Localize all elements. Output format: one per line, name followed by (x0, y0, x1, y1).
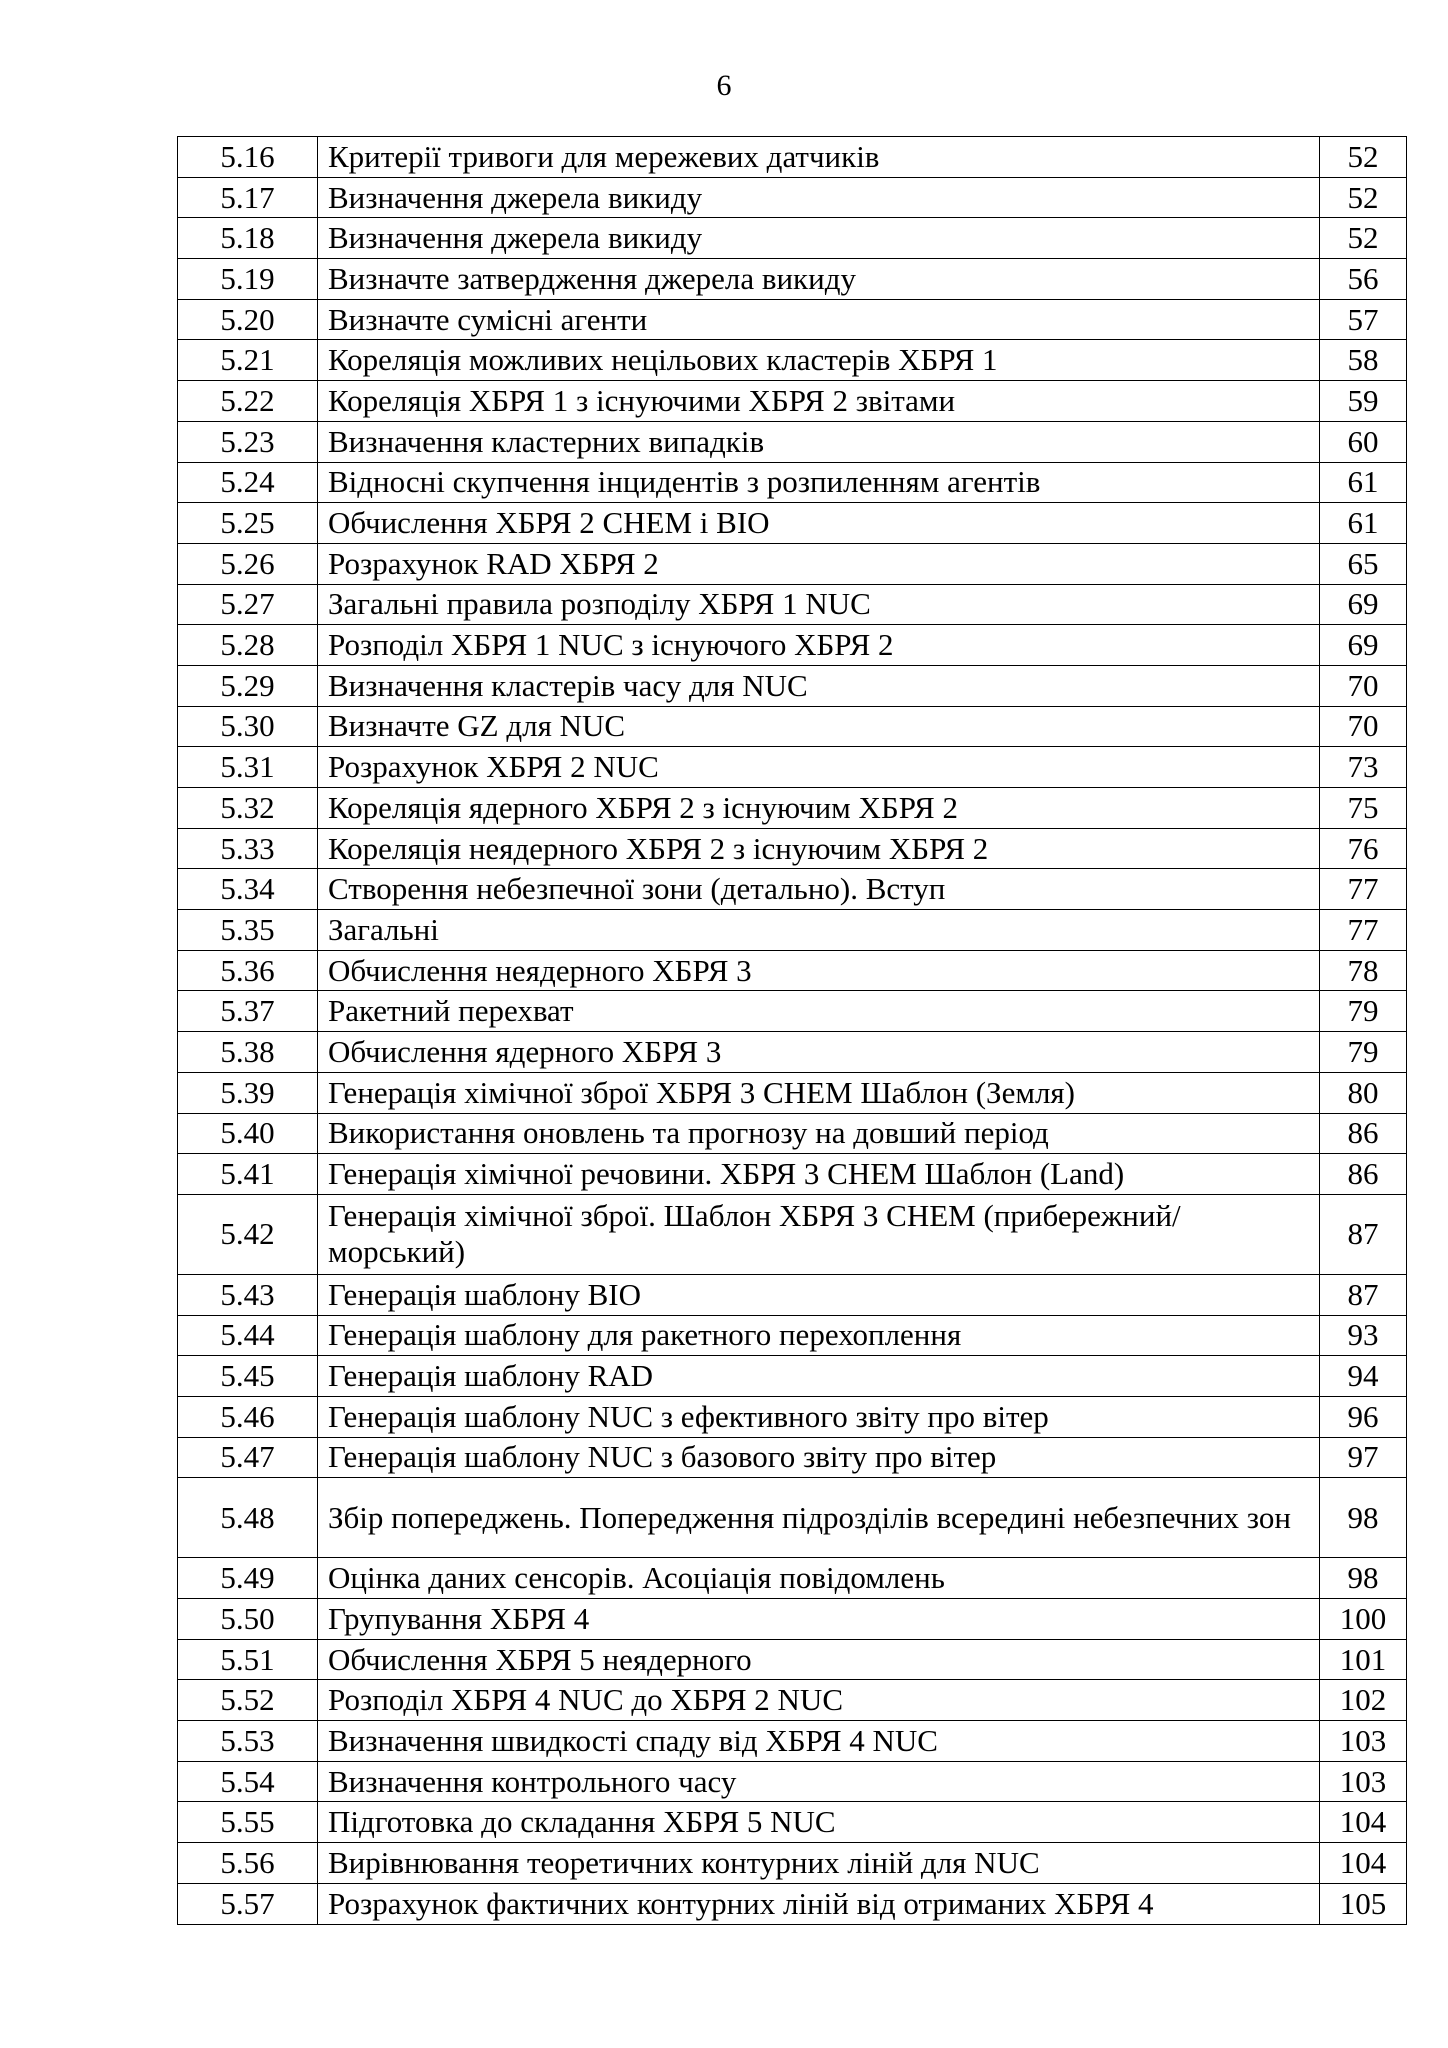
page-ref: 58 (1320, 340, 1407, 381)
page-ref: 101 (1320, 1639, 1407, 1680)
section-number: 5.33 (178, 828, 318, 869)
section-number: 5.25 (178, 503, 318, 544)
section-number: 5.45 (178, 1356, 318, 1397)
table-row (178, 910, 1407, 951)
table-row (178, 788, 1407, 829)
section-title: Генерація шаблону для ракетного перехоплення (318, 1315, 1320, 1356)
page-ref: 104 (1320, 1802, 1407, 1843)
section-number: 5.22 (178, 381, 318, 422)
section-number: 5.24 (178, 462, 318, 503)
table-row (178, 747, 1407, 788)
page-ref: 103 (1320, 1721, 1407, 1762)
page-ref: 97 (1320, 1437, 1407, 1478)
table-row (178, 1437, 1407, 1478)
table-row (178, 543, 1407, 584)
section-title: Визначте GZ для NUC (318, 706, 1320, 747)
section-title: Кореляція можливих нецільових кластерів ХБРЯ 1 (318, 340, 1320, 381)
section-number: 5.49 (178, 1558, 318, 1599)
section-title: Визначення швидкості спаду від ХБРЯ 4 NUC (318, 1721, 1320, 1762)
page-ref: 103 (1320, 1761, 1407, 1802)
table-row (178, 1761, 1407, 1802)
section-title: Кореляція ядерного ХБРЯ 2 з існуючим ХБРЯ 2 (318, 788, 1320, 829)
section-title: Відносні скупчення інцидентів з розпиленням агентів (318, 462, 1320, 503)
page-ref: 96 (1320, 1396, 1407, 1437)
section-title: Генерація шаблону NUC з ефективного звіту про вітер (318, 1396, 1320, 1437)
table-row (178, 1883, 1407, 1924)
section-title: Критерії тривоги для мережевих датчиків (318, 137, 1320, 178)
page-ref: 52 (1320, 218, 1407, 259)
section-title: Кореляція неядерного ХБРЯ 2 з існуючим ХБРЯ 2 (318, 828, 1320, 869)
table-row (178, 1154, 1407, 1195)
table-row (178, 1396, 1407, 1437)
section-title: Розрахунок ХБРЯ 2 NUC (318, 747, 1320, 788)
page-ref: 65 (1320, 543, 1407, 584)
section-title: Генерація шаблону BIO (318, 1274, 1320, 1315)
page-ref: 100 (1320, 1599, 1407, 1640)
page-ref: 93 (1320, 1315, 1407, 1356)
section-title: Загальні (318, 910, 1320, 951)
table-row (178, 218, 1407, 259)
section-title: Генерація хімічної зброї ХБРЯ 3 CHEM Шаблон (Земля) (318, 1072, 1320, 1113)
section-number: 5.20 (178, 299, 318, 340)
table-row (178, 1478, 1407, 1558)
table-row (178, 421, 1407, 462)
table-row (178, 1558, 1407, 1599)
section-title: Обчислення ХБРЯ 5 неядерного (318, 1639, 1320, 1680)
table-row (178, 177, 1407, 218)
table-row (178, 1274, 1407, 1315)
table-row (178, 950, 1407, 991)
table-row (178, 584, 1407, 625)
section-title: Оцінка даних сенсорів. Асоціація повідомлень (318, 1558, 1320, 1599)
page-ref: 79 (1320, 991, 1407, 1032)
page-ref: 69 (1320, 584, 1407, 625)
section-title: Розподіл ХБРЯ 4 NUC до ХБРЯ 2 NUC (318, 1680, 1320, 1721)
table-row (178, 665, 1407, 706)
page-ref: 79 (1320, 1032, 1407, 1073)
section-title: Групування ХБРЯ 4 (318, 1599, 1320, 1640)
section-number: 5.34 (178, 869, 318, 910)
table-row (178, 706, 1407, 747)
section-number: 5.57 (178, 1883, 318, 1924)
section-number: 5.21 (178, 340, 318, 381)
section-number: 5.26 (178, 543, 318, 584)
section-number: 5.54 (178, 1761, 318, 1802)
page-ref: 70 (1320, 706, 1407, 747)
section-title: Вирівнювання теоретичних контурних ліній для NUC (318, 1843, 1320, 1884)
section-title: Визначення кластерів часу для NUC (318, 665, 1320, 706)
page-ref: 78 (1320, 950, 1407, 991)
contents-table (177, 136, 1407, 1925)
table-row (178, 299, 1407, 340)
section-title: Визначте затвердження джерела викиду (318, 259, 1320, 300)
table-row (178, 462, 1407, 503)
section-number: 5.47 (178, 1437, 318, 1478)
section-title: Визначення джерела викиду (318, 177, 1320, 218)
section-title: Ракетний перехват (318, 991, 1320, 1032)
page-ref: 60 (1320, 421, 1407, 462)
section-number: 5.19 (178, 259, 318, 300)
page-ref: 98 (1320, 1558, 1407, 1599)
section-number: 5.27 (178, 584, 318, 625)
table-row (178, 869, 1407, 910)
section-number: 5.53 (178, 1721, 318, 1762)
page-ref: 61 (1320, 503, 1407, 544)
section-title: Визначення контрольного часу (318, 1761, 1320, 1802)
section-title: Створення небезпечної зони (детально). Вступ (318, 869, 1320, 910)
section-number: 5.17 (178, 177, 318, 218)
section-title: Генерація шаблону NUC з базового звіту про вітер (318, 1437, 1320, 1478)
table-row (178, 1639, 1407, 1680)
table-row (178, 1680, 1407, 1721)
section-title: Розподіл ХБРЯ 1 NUC з існуючого ХБРЯ 2 (318, 625, 1320, 666)
table-row (178, 991, 1407, 1032)
section-number: 5.18 (178, 218, 318, 259)
section-number: 5.46 (178, 1396, 318, 1437)
page-ref: 69 (1320, 625, 1407, 666)
section-number: 5.36 (178, 950, 318, 991)
table-row (178, 381, 1407, 422)
section-title: Підготовка до складання ХБРЯ 5 NUC (318, 1802, 1320, 1843)
page-ref: 94 (1320, 1356, 1407, 1397)
section-title: Визначення джерела викиду (318, 218, 1320, 259)
section-title: Розрахунок фактичних контурних ліній від отриманих ХБРЯ 4 (318, 1883, 1320, 1924)
table-row (178, 828, 1407, 869)
page-ref: 86 (1320, 1113, 1407, 1154)
table-row (178, 340, 1407, 381)
section-title: Кореляція ХБРЯ 1 з існуючими ХБРЯ 2 звітами (318, 381, 1320, 422)
page-ref: 75 (1320, 788, 1407, 829)
page-ref: 77 (1320, 869, 1407, 910)
section-title: Розрахунок RAD ХБРЯ 2 (318, 543, 1320, 584)
page-ref: 80 (1320, 1072, 1407, 1113)
page-ref: 70 (1320, 665, 1407, 706)
section-title: Генерація шаблону RAD (318, 1356, 1320, 1397)
page-ref: 87 (1320, 1194, 1407, 1274)
section-number: 5.23 (178, 421, 318, 462)
page-ref: 102 (1320, 1680, 1407, 1721)
section-number: 5.44 (178, 1315, 318, 1356)
page-ref: 61 (1320, 462, 1407, 503)
page-ref: 76 (1320, 828, 1407, 869)
section-number: 5.55 (178, 1802, 318, 1843)
contents-table-body (178, 137, 1407, 1925)
section-number: 5.41 (178, 1154, 318, 1195)
section-title: Загальні правила розподілу ХБРЯ 1 NUC (318, 584, 1320, 625)
section-title: Обчислення ХБРЯ 2 CHEM і BIO (318, 503, 1320, 544)
page-ref: 87 (1320, 1274, 1407, 1315)
page-ref: 59 (1320, 381, 1407, 422)
page-ref: 57 (1320, 299, 1407, 340)
page-ref: 77 (1320, 910, 1407, 951)
section-title: Збір попереджень. Попередження підрозділів всередині небезпечних зон (318, 1478, 1320, 1558)
page-ref: 86 (1320, 1154, 1407, 1195)
section-number: 5.29 (178, 665, 318, 706)
section-number: 5.32 (178, 788, 318, 829)
section-number: 5.42 (178, 1194, 318, 1274)
section-number: 5.39 (178, 1072, 318, 1113)
section-number: 5.16 (178, 137, 318, 178)
section-number: 5.37 (178, 991, 318, 1032)
section-number: 5.38 (178, 1032, 318, 1073)
page-ref: 52 (1320, 137, 1407, 178)
page-ref: 56 (1320, 259, 1407, 300)
page-ref: 52 (1320, 177, 1407, 218)
page-ref: 104 (1320, 1843, 1407, 1884)
table-row (178, 137, 1407, 178)
table-row (178, 1315, 1407, 1356)
section-number: 5.50 (178, 1599, 318, 1640)
section-number: 5.56 (178, 1843, 318, 1884)
section-number: 5.48 (178, 1478, 318, 1558)
section-title: Визначте сумісні агенти (318, 299, 1320, 340)
section-number: 5.43 (178, 1274, 318, 1315)
page-number: 6 (716, 69, 732, 102)
table-row (178, 503, 1407, 544)
page-ref: 98 (1320, 1478, 1407, 1558)
section-number: 5.52 (178, 1680, 318, 1721)
table-row (178, 1113, 1407, 1154)
table-row (178, 259, 1407, 300)
table-row (178, 1072, 1407, 1113)
table-row (178, 1032, 1407, 1073)
section-title: Визначення кластерних випадків (318, 421, 1320, 462)
section-title: Використання оновлень та прогнозу на довший період (318, 1113, 1320, 1154)
section-number: 5.30 (178, 706, 318, 747)
table-row (178, 1356, 1407, 1397)
table-row (178, 1194, 1407, 1274)
section-number: 5.28 (178, 625, 318, 666)
page-ref: 105 (1320, 1883, 1407, 1924)
section-number: 5.31 (178, 747, 318, 788)
section-title: Обчислення ядерного ХБРЯ 3 (318, 1032, 1320, 1073)
section-number: 5.51 (178, 1639, 318, 1680)
table-row (178, 1802, 1407, 1843)
section-title: Генерація хімічної речовини. ХБРЯ 3 CHEM Шаблон (Land) (318, 1154, 1320, 1195)
table-row (178, 1599, 1407, 1640)
section-title: Генерація хімічної зброї. Шаблон ХБРЯ 3 CHEM (прибережний/ морський) (318, 1194, 1320, 1274)
table-row (178, 1843, 1407, 1884)
section-title: Обчислення неядерного ХБРЯ 3 (318, 950, 1320, 991)
page-ref: 73 (1320, 747, 1407, 788)
table-row (178, 625, 1407, 666)
table-row (178, 1721, 1407, 1762)
section-number: 5.35 (178, 910, 318, 951)
section-number: 5.40 (178, 1113, 318, 1154)
